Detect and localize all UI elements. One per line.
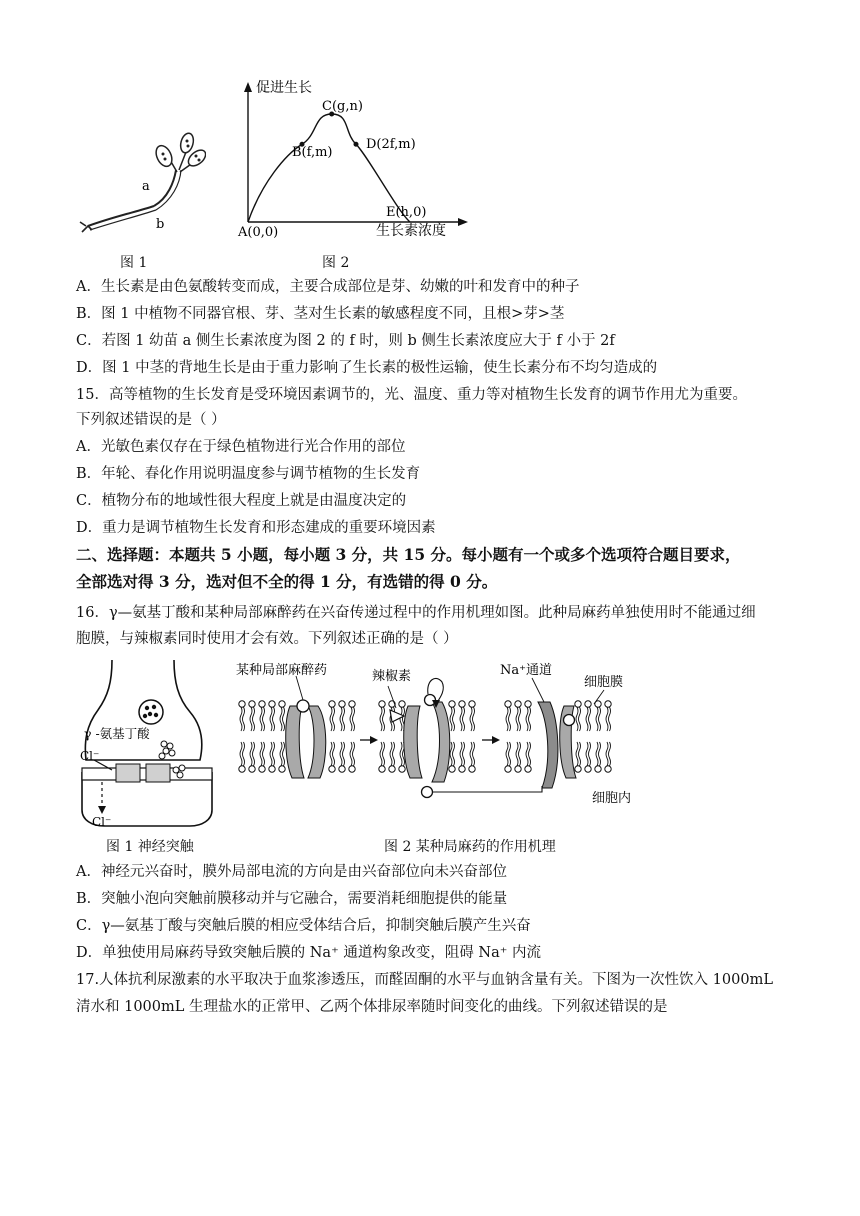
q15-stem-line2: 下列叙述错误的是（ ）	[76, 412, 226, 428]
point-label-a: A(0,0)	[238, 225, 279, 240]
q14-option-a: A．生长素是由色氨酸转变而成，主要合成部位是芽、幼嫩的叶和发育中的种子	[76, 279, 580, 295]
seedling-label-a: a	[142, 179, 150, 194]
q15-option-c: C．植物分布的地域性很大程度上就是由温度决定的	[76, 493, 407, 509]
point-label-c: C(g,n)	[322, 99, 363, 114]
section2-heading-line2: 全部选对得 3 分，选对但不全的得 1 分，有选错的得 0 分。	[76, 572, 498, 591]
section2-heading-line1: 二、选择题：本题共 5 小题，每小题 3 分，共 15 分。每小题有一个或多个选项符合题目要求，	[76, 545, 741, 564]
synapse-figure	[78, 660, 218, 828]
point-label-b: B(f,m)	[292, 145, 333, 160]
capsaicin-label: 辣椒素	[372, 669, 412, 684]
point-label-d: D(2f,m)	[366, 137, 416, 152]
q17-stem-line1: 17.人体抗利尿激素的水平取决于血浆渗透压，而醛固酮的水平与血钠含量有关。下图为一次性饮入 1000mL	[76, 972, 773, 988]
q15-option-d: D．重力是调节植物生长发育和形态建成的重要环境因素	[76, 520, 436, 536]
x-axis-label: 生长素浓度	[376, 223, 446, 239]
q15-option-a: A．光敏色素仅存在于绿色植物进行光合作用的部位	[76, 439, 406, 455]
q14-option-b: B．图 1 中植物不同器官根、芽、茎对生长素的敏感程度不同，且根>芽>茎	[76, 306, 565, 322]
q16-figure1-caption: 图 1 神经突触	[106, 839, 194, 855]
figure2-caption: 图 2	[322, 255, 350, 271]
anesthetic-mechanism-figure	[232, 660, 652, 828]
q16-option-d: D．单独使用局麻药导致突触后膜的 Na⁺ 通道构象改变，阻碍 Na⁺ 内流	[76, 945, 542, 961]
seedling-label-b: b	[156, 217, 165, 232]
curve-point-d	[354, 142, 359, 147]
point-label-e: E(h,0)	[386, 205, 427, 220]
gaba-label: γ -氨基丁酸	[84, 726, 150, 741]
y-axis-label: 促进生长	[256, 80, 312, 96]
q16-stem-line1: 16．γ—氨基丁酸和某种局部麻醉药在兴奋传递过程中的作用机理如图。此种局麻药单独使用时不能通过细	[76, 605, 756, 621]
na-channel-label: Na⁺通道	[500, 663, 552, 678]
cell-inside-label: 细胞内	[592, 791, 632, 806]
q16-option-b: B．突触小泡向突触前膜移动并与它融合，需要消耗细胞提供的能量	[76, 891, 508, 907]
q15-stem-line1: 15．高等植物的生长发育是受环境因素调节的，光、温度、重力等对植物生长发育的调节作用尤为重要。	[76, 387, 747, 403]
q16-option-a: A．神经元兴奋时，膜外局部电流的方向是由兴奋部位向未兴奋部位	[76, 864, 507, 880]
seedling-figure	[76, 130, 206, 240]
q17-stem-line2: 清水和 1000mL 生理盐水的正常甲、乙两个体排尿率随时间变化的曲线。下列叙述错误的是	[76, 999, 668, 1015]
growth-curve-figure	[226, 70, 476, 240]
figure1-caption: 图 1	[120, 255, 148, 271]
membrane-label: 细胞膜	[584, 675, 624, 690]
q15-option-b: B．年轮、春化作用说明温度参与调节植物的生长发育	[76, 466, 421, 482]
anesthetic-label: 某种局部麻醉药	[236, 663, 328, 678]
q16-stem-line2: 胞膜，与辣椒素同时使用才会有效。下列叙述正确的是（ ）	[76, 631, 458, 647]
q16-figure2-caption: 图 2 某种局麻药的作用机理	[384, 839, 556, 855]
q16-option-c: C．γ—氨基丁酸与突触后膜的相应受体结合后，抑制突触后膜产生兴奋	[76, 918, 531, 934]
q14-option-d: D．图 1 中茎的背地生长是由于重力影响了生长素的极性运输，使生长素分布不均匀造成的	[76, 360, 658, 376]
cl-label-top: Cl⁻	[80, 749, 100, 763]
cl-label-bottom: Cl⁻	[92, 815, 112, 828]
q14-option-c: C．若图 1 幼苗 a 侧生长素浓度为图 2 的 f 时，则 b 侧生长素浓度应大于 f 小于 2f	[76, 333, 615, 349]
